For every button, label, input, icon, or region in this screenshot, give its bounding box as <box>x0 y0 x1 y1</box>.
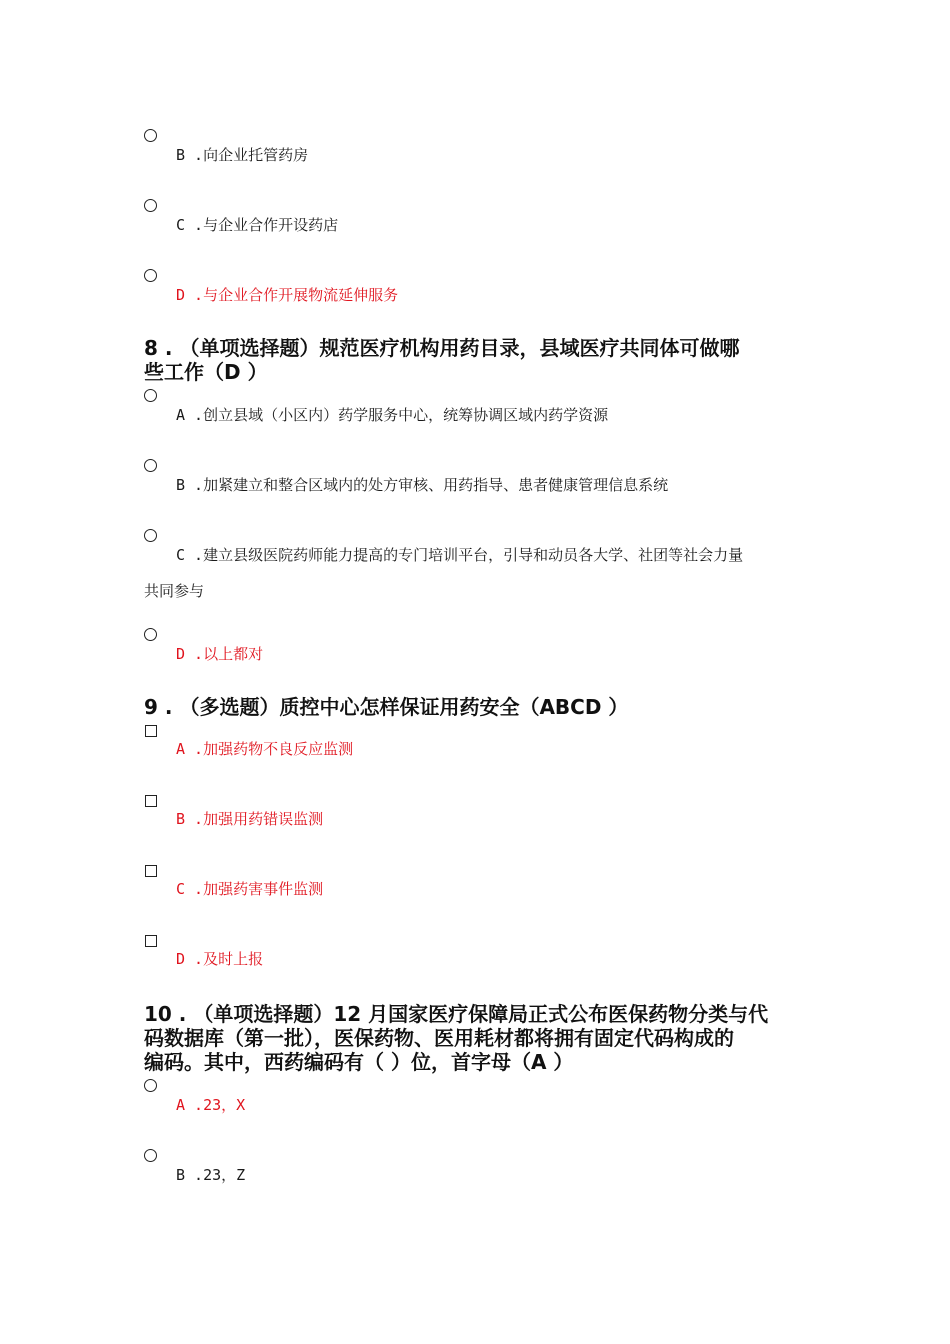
option-9a-text: A .加强药物不良反应监测 <box>176 740 354 758</box>
radio-option-10a[interactable] <box>144 1079 157 1092</box>
option-7d-text: D .与企业合作开展物流延伸服务 <box>176 286 399 304</box>
option-7c-text: C .与企业合作开设药店 <box>176 216 339 234</box>
question-8-title-line2: 些工作（D ） <box>144 360 268 384</box>
option-9c-text: C .加强药害事件监测 <box>176 880 324 898</box>
option-8b-text: B .加紧建立和整合区域内的处方审核、用药指导、患者健康管理信息系统 <box>176 476 669 494</box>
option-8c-text: C .建立县级医院药师能力提高的专门培训平台，引导和动员各大学、社团等社会力量 <box>176 546 744 564</box>
option-8a-text: A .创立县域（小区内）药学服务中心，统筹协调区域内药学资源 <box>176 406 609 424</box>
checkbox-option-9b[interactable] <box>145 795 157 807</box>
question-8-title-line1: 8 . （单项选择题）规范医疗机构用药目录，县域医疗共同体可做哪 <box>144 336 740 360</box>
option-8d-text: D .以上都对 <box>176 645 264 663</box>
option-10a-text: A .23，X <box>176 1096 246 1114</box>
option-9b-text: B .加强用药错误监测 <box>176 810 324 828</box>
option-8c-continuation: 共同参与 <box>144 582 205 600</box>
radio-option-8b[interactable] <box>144 459 157 472</box>
radio-option-8d[interactable] <box>144 628 157 641</box>
radio-option-7b[interactable] <box>144 129 157 142</box>
checkbox-option-9d[interactable] <box>145 935 157 947</box>
question-10-title-line3: 编码。其中，西药编码有（ ）位，首字母（A ） <box>144 1050 574 1074</box>
checkbox-option-9c[interactable] <box>145 865 157 877</box>
question-9-title: 9 . （多选题）质控中心怎样保证用药安全（ABCD ） <box>144 695 629 719</box>
question-10-title-line2: 码数据库（第一批），医保药物、医用耗材都将拥有固定代码构成的 <box>144 1026 734 1050</box>
radio-option-10b[interactable] <box>144 1149 157 1162</box>
question-10-title-line1: 10 . （单项选择题）12 月国家医疗保障局正式公布医保药物分类与代 <box>144 1002 769 1026</box>
option-7b-text: B .向企业托管药房 <box>176 146 309 164</box>
radio-option-8a[interactable] <box>144 389 157 402</box>
radio-option-7c[interactable] <box>144 199 157 212</box>
checkbox-option-9a[interactable] <box>145 725 157 737</box>
radio-option-8c[interactable] <box>144 529 157 542</box>
option-10b-text: B .23，Z <box>176 1166 246 1184</box>
option-9d-text: D .及时上报 <box>176 950 264 968</box>
radio-option-7d[interactable] <box>144 269 157 282</box>
